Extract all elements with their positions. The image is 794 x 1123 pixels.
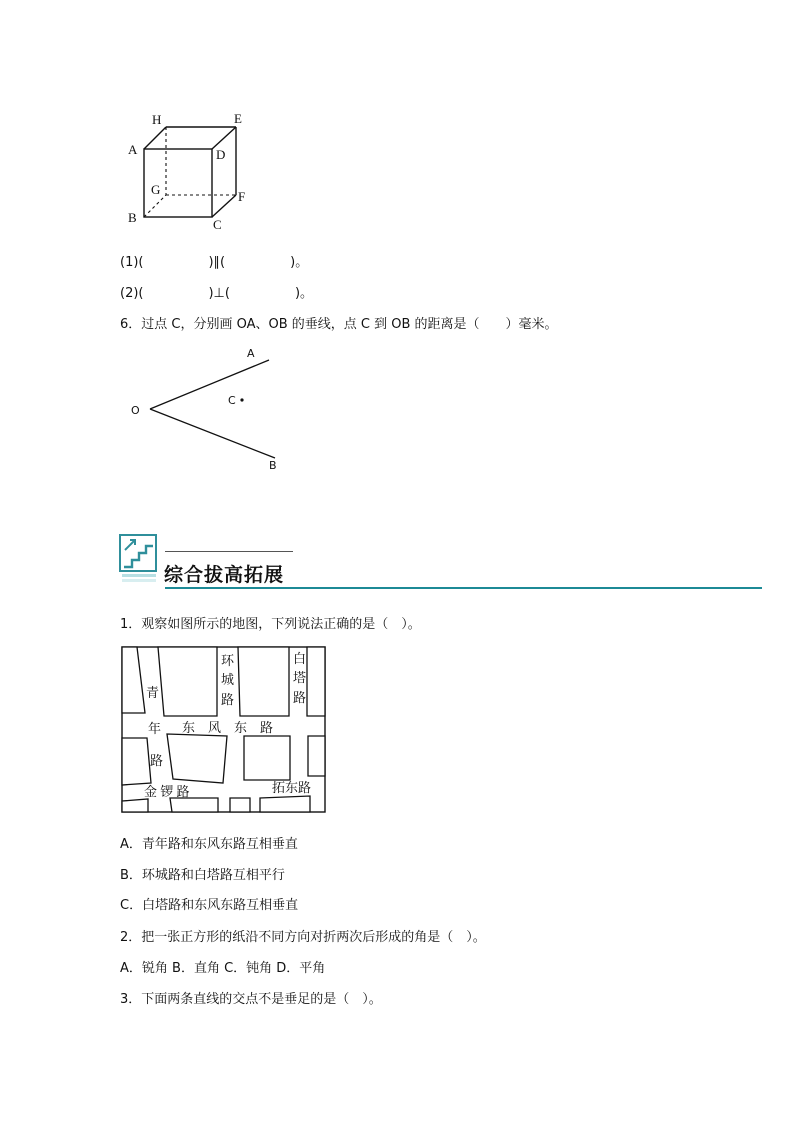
q6-text: 6．过点 C，分别画 OA、OB 的垂线，点 C 到 OB 的距离是（ ）毫米。 [120, 317, 558, 332]
p3-question: 3．下面两条直线的交点不是垂足的是（ ）。 [120, 992, 382, 1007]
point-c-dot [240, 398, 243, 401]
map-label-hc-lu: 路 [221, 692, 235, 707]
angle-figure [125, 340, 295, 475]
map-label-bt-lu: 路 [293, 690, 307, 705]
cube-label-a: A [128, 142, 138, 157]
angle-label-c: C [228, 394, 236, 407]
stairs-icon [119, 534, 159, 586]
section-bottom-rule [165, 587, 762, 589]
map-label-dongfeng: 东 风 东 路 [182, 720, 274, 735]
p2-question: 2．把一张正方形的纸沿不同方向对折两次后形成的角是（ ）。 [120, 930, 486, 945]
section-top-rule [165, 551, 293, 552]
map-label-tuodong: 拓东路 [272, 780, 312, 795]
p1-option-b: B．环城路和白塔路互相平行 [120, 868, 285, 883]
q5-line-1: (1)( )∥( )。 [120, 255, 309, 270]
angle-label-o: O [131, 404, 140, 417]
cube-label-d: D [216, 147, 226, 162]
map-label-qing: 青 [146, 685, 160, 700]
cube-label-h: H [152, 112, 162, 127]
angle-label-a: A [247, 347, 255, 360]
cube-label-e: E [234, 111, 242, 126]
q5-line-2: (2)( )⊥( )。 [120, 286, 314, 301]
cube-label-b: B [128, 210, 137, 225]
cube-label-g: G [151, 182, 161, 197]
map-label-jinluo: 金 锣 路 [144, 784, 190, 799]
map-label-ta: 塔 [293, 670, 307, 685]
cube-figure [115, 105, 265, 235]
p1-option-c: C．白塔路和东风东路互相垂直 [120, 898, 299, 913]
street-map [120, 646, 328, 814]
map-label-cheng: 城 [221, 672, 235, 687]
map-label-qn-lu: 路 [150, 753, 164, 768]
section-title: 综合拔高拓展 [164, 564, 285, 586]
p1-question: 1．观察如图所示的地图，下列说法正确的是（ ）。 [120, 617, 421, 632]
p1-option-a: A．青年路和东风东路互相垂直 [120, 837, 298, 852]
p2-options: A．锐角 B．直角 C．钝角 D．平角 [120, 961, 326, 976]
map-label-bai: 白 [293, 651, 307, 666]
map-label-nian: 年 [148, 721, 162, 736]
angle-label-b: B [269, 459, 277, 472]
map-label-huan: 环 [221, 653, 235, 668]
cube-label-f: F [238, 189, 246, 204]
cube-label-c: C [213, 217, 222, 232]
